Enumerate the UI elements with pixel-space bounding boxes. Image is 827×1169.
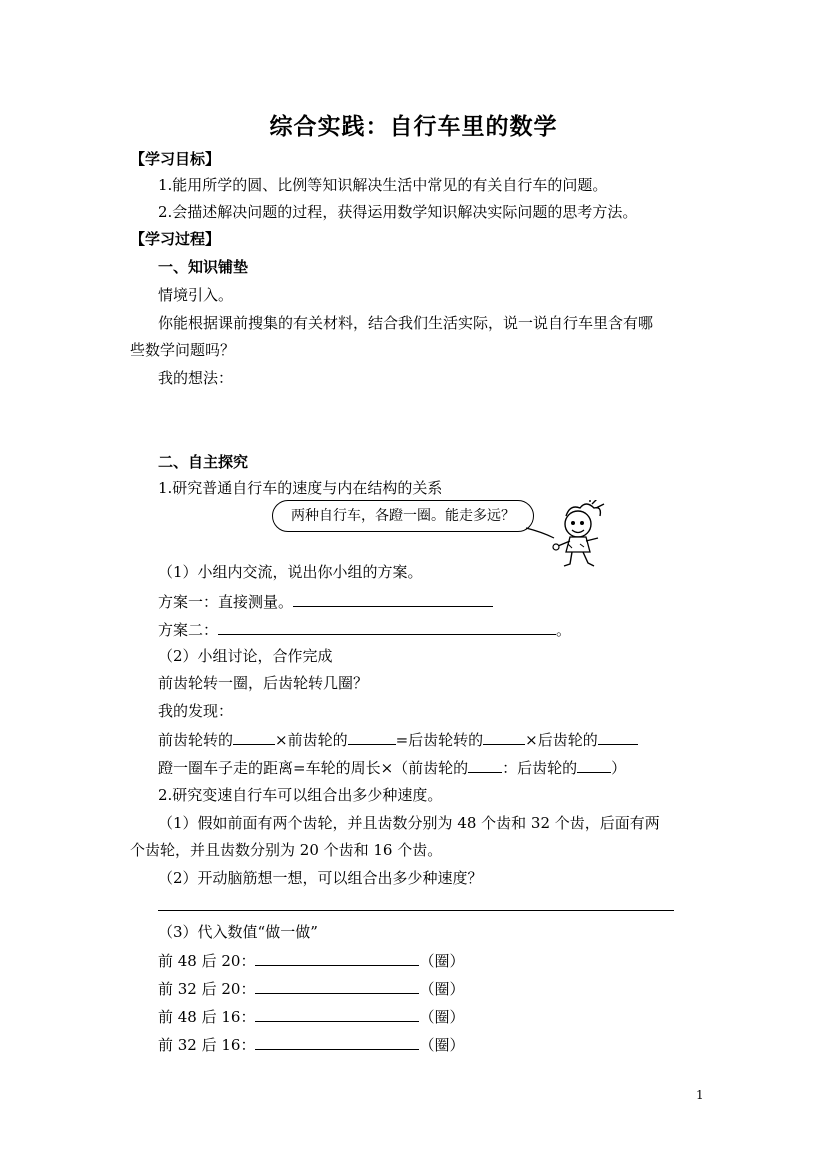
combo-unit: （圈） <box>419 952 465 970</box>
combo-label: 前 48 后 20： <box>158 952 256 970</box>
formula-part-1: 前齿轮转的 <box>158 731 234 749</box>
sub-3: （3）代入数值“做一做” <box>158 923 318 941</box>
cartoon-child-illustration <box>520 500 610 572</box>
combo-unit: （圈） <box>419 1008 465 1026</box>
combo-label: 前 32 后 16： <box>158 1036 256 1054</box>
combo-blank[interactable] <box>255 978 419 994</box>
combo-row <box>158 1034 465 1055</box>
distance-part-2: ：后齿轮的 <box>502 759 578 777</box>
process-heading: 【学习过程】 <box>130 230 221 248</box>
combo-row <box>158 978 465 999</box>
part2-heading: 二、自主探究 <box>158 453 249 471</box>
formula-blank-3[interactable] <box>483 729 525 745</box>
combo-blank[interactable] <box>255 1034 419 1050</box>
answer-line[interactable] <box>158 910 674 911</box>
goal-2: 2.会描述解决问题的过程，获得运用数学知识解决实际问题的思考方法。 <box>158 203 638 221</box>
combo-row <box>158 1006 465 1027</box>
distance-formula <box>158 757 626 778</box>
plan-2-blank[interactable] <box>218 619 556 635</box>
plan-1-blank[interactable] <box>293 591 493 607</box>
task-1: 1.研究普通自行车的速度与内在结构的关系 <box>158 479 443 497</box>
plan-2-label: 方案二： <box>158 621 219 639</box>
plan-2 <box>158 619 571 640</box>
distance-blank-2[interactable] <box>577 757 611 773</box>
part1-intro: 情境引入。 <box>158 286 234 304</box>
part1-question-line2: 些数学问题吗？ <box>130 341 236 359</box>
formula-blank-2[interactable] <box>348 729 396 745</box>
page-number: 1 <box>696 1088 704 1102</box>
combo-label: 前 48 后 16： <box>158 1008 256 1026</box>
my-finding-label: 我的发现： <box>158 702 234 720</box>
sub-1-line2: 个齿轮，并且齿数分别为 20 个齿和 16 个齿。 <box>130 841 443 859</box>
sub-2: （2）开动脑筋想一想，可以组合出多少种速度？ <box>158 869 483 887</box>
plan-1 <box>158 591 493 612</box>
combo-unit: （圈） <box>419 1036 465 1054</box>
combo-label: 前 32 后 20： <box>158 980 256 998</box>
combo-blank[interactable] <box>255 950 419 966</box>
formula-part-3: =后齿轮转的 <box>395 731 484 749</box>
distance-blank-1[interactable] <box>468 757 502 773</box>
gear-question: 前齿轮转一圈，后齿轮转几圈？ <box>158 674 369 692</box>
part1-question-line1: 你能根据课前搜集的有关材料，结合我们生活实际，说一说自行车里含有哪 <box>158 314 654 332</box>
combo-unit: （圈） <box>419 980 465 998</box>
step-1: （1）小组内交流，说出你小组的方案。 <box>158 563 423 581</box>
formula-part-2: ×前齿轮的 <box>275 731 348 749</box>
formula-part-4: ×后齿轮的 <box>525 731 598 749</box>
combo-row <box>158 950 465 971</box>
goals-heading: 【学习目标】 <box>130 150 221 168</box>
speech-bubble: 两种自行车，各蹬一圈。能走多远？ <box>272 500 534 532</box>
sub-1-line1: （1）假如前面有两个齿轮，并且齿数分别为 48 个齿和 32 个齿，后面有两 <box>158 814 660 832</box>
task-2: 2.研究变速自行车可以组合出多少种速度。 <box>158 786 443 804</box>
page-title: 综合实践：自行车里的数学 <box>269 113 558 140</box>
formula-blank-4[interactable] <box>598 729 638 745</box>
plan-2-end: 。 <box>556 621 572 639</box>
distance-part-1: 蹬一圈车子走的距离=车轮的周长×（前齿轮的 <box>158 759 469 777</box>
my-idea-label: 我的想法： <box>158 369 234 387</box>
part1-heading: 一、知识铺垫 <box>158 258 249 276</box>
formula-blank-1[interactable] <box>233 729 275 745</box>
plan-1-label: 方案一：直接测量。 <box>158 593 294 611</box>
combo-blank[interactable] <box>255 1006 419 1022</box>
goal-1: 1.能用所学的圆、比例等知识解决生活中常见的有关自行车的问题。 <box>158 176 608 194</box>
gear-formula <box>158 729 638 750</box>
step-2: （2）小组讨论，合作完成 <box>158 647 333 665</box>
distance-part-3: ） <box>611 759 627 777</box>
